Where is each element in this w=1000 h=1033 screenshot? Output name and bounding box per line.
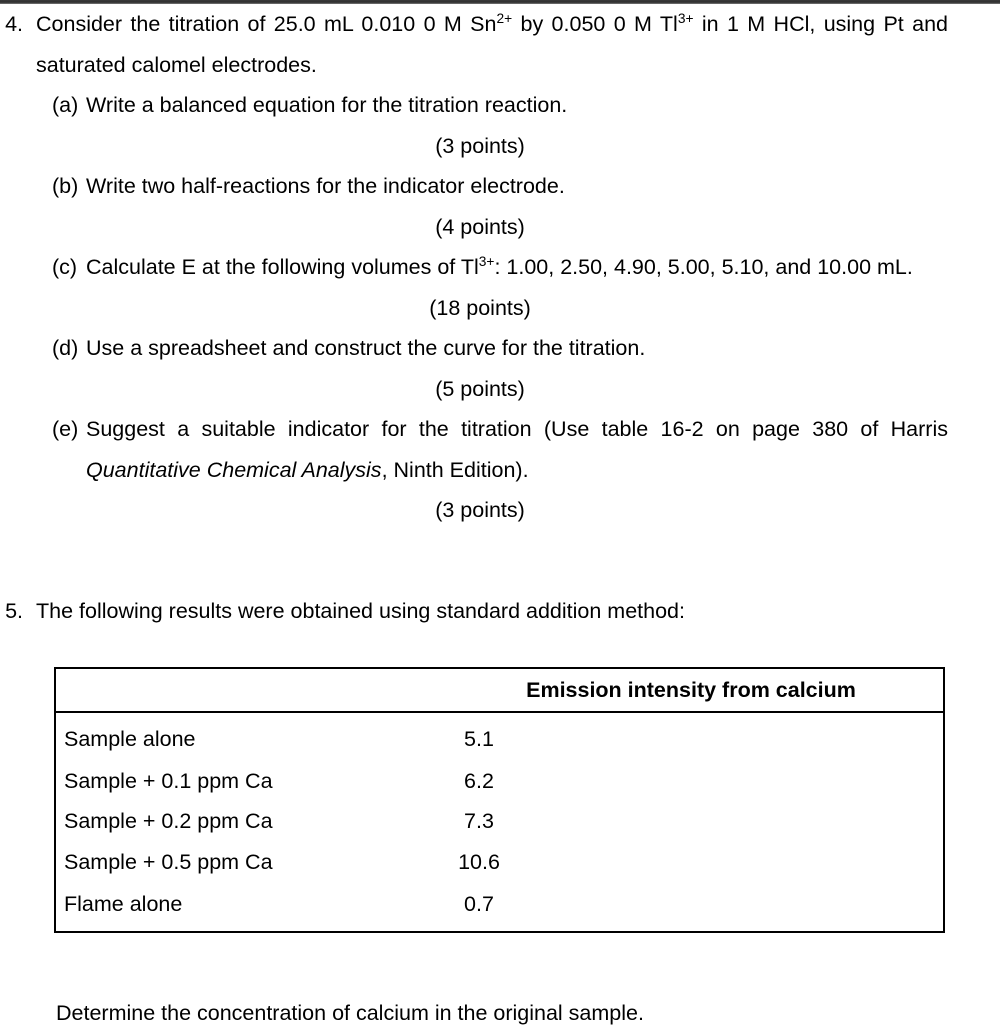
section-gap	[0, 531, 1000, 591]
tl-charge-superscript: 3+	[678, 11, 694, 26]
table-row	[56, 712, 943, 761]
question-4	[0, 4, 1000, 531]
row-label: Sample alone	[56, 712, 439, 761]
question-4-item-a	[52, 85, 1000, 126]
item-c-text-part2: : 1.00, 2.50, 4.90, 5.00, 5.10, and 10.00 mL.	[494, 255, 912, 279]
row-value: 6.2	[439, 761, 519, 802]
item-e-points: (3 points)	[0, 490, 1000, 531]
row-filler	[519, 842, 943, 883]
question-4-item-b	[52, 166, 1000, 207]
item-a-text: Write a balanced equation for the titration reaction.	[86, 85, 1000, 126]
table-bottom-gap	[0, 933, 1000, 993]
row-value: 10.6	[439, 842, 519, 883]
item-e-book-title: Quantitative Chemical Analysis	[86, 458, 382, 482]
document-page	[0, 4, 1000, 1024]
table-head	[56, 669, 943, 712]
table-body	[56, 712, 943, 931]
question-4-item-c	[52, 247, 1000, 288]
item-e-text	[86, 409, 1000, 490]
item-d-label: (d)	[52, 328, 86, 369]
row-value: 5.1	[439, 712, 519, 761]
item-c-text-part1: Calculate E at the following volumes of Tl	[86, 255, 479, 279]
item-e-label: (e)	[52, 409, 86, 450]
table-row	[56, 761, 943, 802]
question-4-stem-part3: in 1 M HCl, using Pt and saturated calomel electrodes.	[36, 12, 948, 77]
question-4-stem-part2: by 0.050 0 M Tl	[512, 12, 678, 36]
row-label: Flame alone	[56, 883, 439, 931]
item-c-points: (18 points)	[0, 288, 1000, 329]
question-4-stem-part1: Consider the titration of 25.0 mL 0.010 0 M Sn	[36, 12, 496, 36]
item-a-label: (a)	[52, 85, 86, 126]
item-a-points: (3 points)	[0, 126, 1000, 167]
row-label: Sample + 0.5 ppm Ca	[56, 842, 439, 883]
table-row	[56, 883, 943, 931]
table-row	[56, 802, 943, 843]
item-e-text-part2: , Ninth Edition).	[382, 458, 529, 482]
item-d-points: (5 points)	[0, 369, 1000, 410]
sn-charge-superscript: 2+	[496, 11, 512, 26]
row-value: 0.7	[439, 883, 519, 931]
emission-intensity-table	[56, 669, 943, 931]
item-c-text	[86, 247, 1000, 288]
table-row	[56, 842, 943, 883]
table-header-blank	[56, 669, 439, 712]
item-b-text: Write two half-reactions for the indicator electrode.	[86, 166, 1000, 207]
row-label: Sample + 0.1 ppm Ca	[56, 761, 439, 802]
row-filler	[519, 802, 943, 843]
table-header-row	[56, 669, 943, 712]
item-d-text: Use a spreadsheet and construct the curve for the titration.	[86, 328, 1000, 369]
question-4-stem-text	[36, 4, 1000, 85]
item-c-label: (c)	[52, 247, 86, 288]
item-b-points: (4 points)	[0, 207, 1000, 248]
row-filler	[519, 712, 943, 761]
row-filler	[519, 883, 943, 931]
question-4-item-d	[52, 328, 1000, 369]
row-label: Sample + 0.2 ppm Ca	[56, 802, 439, 843]
table-header-emission-intensity: Emission intensity from calcium	[439, 669, 943, 712]
table-top-gap	[0, 631, 1000, 667]
item-e-text-part1: Suggest a suitable indicator for the titration (Use table 16-2 on page 380 of Harris	[86, 417, 948, 441]
question-5-number: 5.	[0, 591, 36, 632]
question-4-stem-row	[0, 4, 1000, 85]
emission-intensity-table-wrapper	[54, 667, 945, 933]
row-filler	[519, 761, 943, 802]
question-5-closing-instruction: Determine the concentration of calcium in the original sample.	[56, 993, 950, 1033]
row-value: 7.3	[439, 802, 519, 843]
item-b-label: (b)	[52, 166, 86, 207]
question-5-stem-text: The following results were obtained using standard addition method:	[36, 591, 1000, 632]
question-5	[0, 591, 1000, 1033]
question-4-item-e	[52, 409, 1000, 490]
question-5-stem-row	[0, 591, 1000, 632]
question-4-number: 4.	[0, 4, 36, 45]
item-c-tl-superscript: 3+	[479, 254, 495, 269]
